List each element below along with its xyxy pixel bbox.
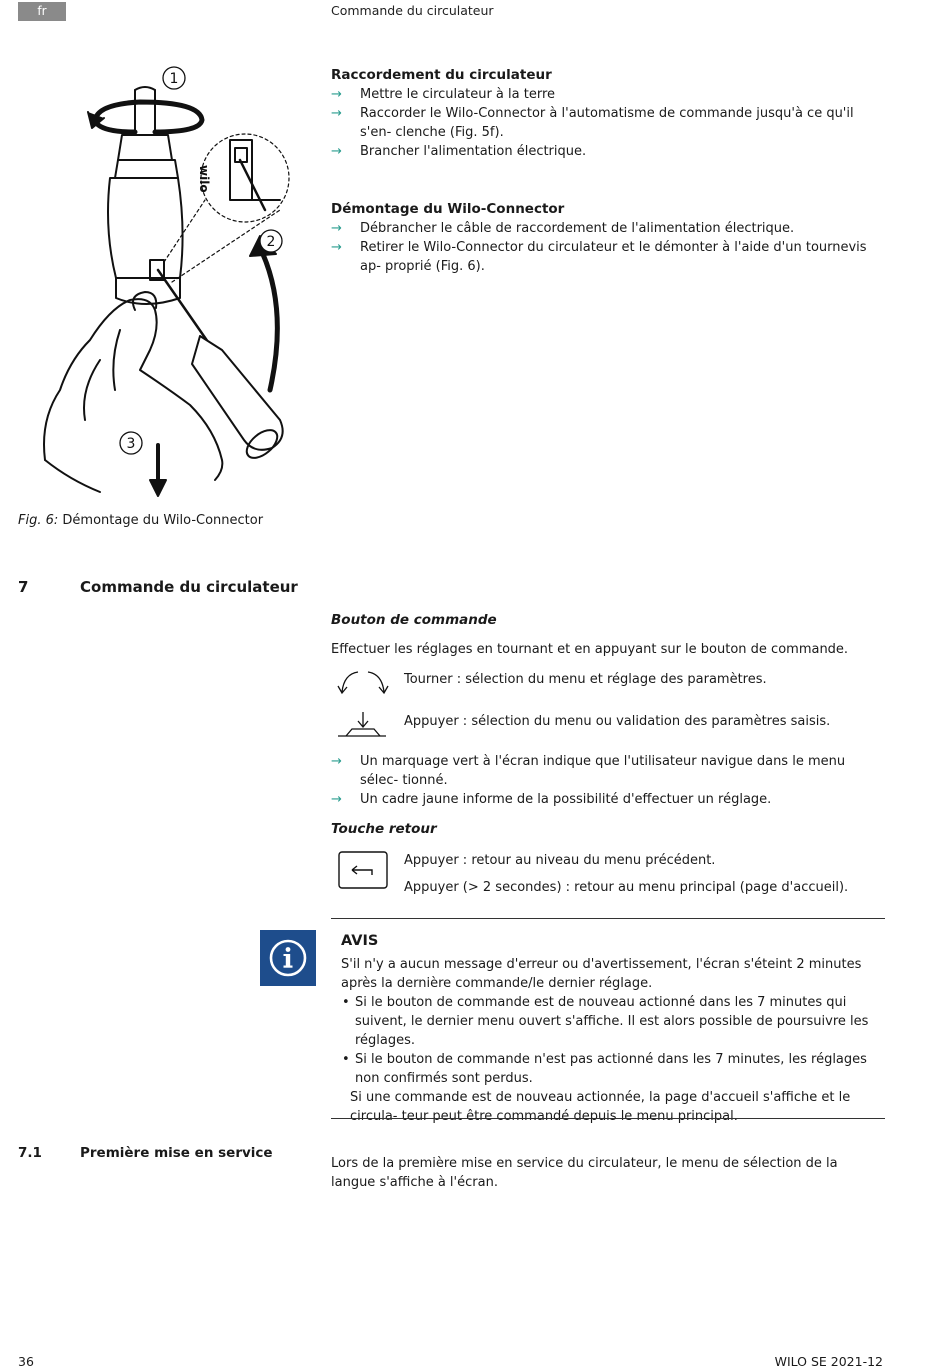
back-key-icon bbox=[338, 851, 388, 889]
press-description: Appuyer : sélection du menu ou validation des paramètres saisis. bbox=[404, 714, 831, 729]
svg-text:1: 1 bbox=[169, 71, 179, 87]
disassembly-title: Démontage du Wilo-Connector bbox=[331, 201, 565, 217]
svg-text:2: 2 bbox=[266, 234, 276, 250]
figure-caption-label: Fig. 6: bbox=[18, 513, 59, 528]
connection-section bbox=[331, 66, 881, 161]
wilo-connector-illustration bbox=[40, 60, 300, 500]
notice-title: AVIS bbox=[341, 933, 379, 949]
list-item: → Mettre le circulateur à la terre bbox=[331, 87, 556, 102]
notice-bullets bbox=[341, 993, 881, 1088]
notice-bottom-rule bbox=[331, 1118, 885, 1119]
info-icon bbox=[260, 930, 316, 986]
arrow-right-icon: → bbox=[331, 144, 342, 159]
notice-extra: Si une commande est de nouveau actionnée, la page d'accueil s'affiche et le circula- teur peut être commandé depuis le menu principal. bbox=[350, 1090, 851, 1124]
back-key-long-press: Appuyer (> 2 secondes) : retour au menu principal (page d'accueil). bbox=[404, 880, 849, 895]
notice-content bbox=[341, 931, 881, 1126]
publisher: WILO SE 2021-12 bbox=[774, 1354, 883, 1369]
brand-mark: wilo bbox=[197, 165, 211, 193]
connection-steps bbox=[331, 85, 881, 161]
callout-1 bbox=[163, 67, 185, 89]
control-button-title: Bouton de commande bbox=[331, 612, 497, 628]
list-item: → Débrancher le câble de raccordement de l'alimentation électrique. bbox=[331, 221, 795, 236]
list-item: → Retirer le Wilo-Connector du circulateur et le démonter à l'aide d'un tournevis ap- proprié (Fig. 6). bbox=[331, 240, 867, 274]
control-button-notes bbox=[331, 752, 881, 809]
callout-3 bbox=[120, 432, 142, 454]
connection-title: Raccordement du circulateur bbox=[331, 67, 552, 83]
list-item: • Si le bouton de commande est de nouveau actionné dans les 7 minutes qui suivent, le dernier menu ouvert s'affiche. Il est alors possible de poursuivre les réglages. bbox=[341, 993, 881, 1050]
chapter-title: Commande du circulateur bbox=[80, 578, 298, 596]
turn-knob-icon bbox=[336, 666, 390, 696]
list-item: → Un marquage vert à l'écran indique que l'utilisateur navigue dans le menu sélec- tionné. bbox=[331, 754, 846, 788]
notice-top-rule bbox=[331, 918, 885, 919]
section-title: Première mise en service bbox=[80, 1145, 273, 1161]
section-number: 7.1 bbox=[18, 1145, 42, 1161]
figure-caption-text: Démontage du Wilo-Connector bbox=[62, 513, 264, 528]
press-knob-icon bbox=[336, 710, 390, 740]
arrow-right-icon: → bbox=[331, 106, 342, 121]
disassembly-steps bbox=[331, 219, 881, 276]
callout-2 bbox=[260, 230, 282, 252]
arrow-right-icon: → bbox=[331, 754, 342, 769]
disassembly-section bbox=[331, 200, 881, 276]
section-text: Lors de la première mise en service du circulateur, le menu de sélection de la langue s'affiche à l'écran. bbox=[331, 1156, 838, 1190]
notice-text: S'il n'y a aucun message d'erreur ou d'avertissement, l'écran s'éteint 2 minutes après la dernière commande/le dernier réglage. bbox=[341, 957, 862, 991]
arrow-right-icon: → bbox=[331, 792, 342, 807]
list-item: • Si le bouton de commande n'est pas actionné dans les 7 minutes, les réglages non confirmés sont perdus. bbox=[341, 1050, 881, 1088]
arrow-right-icon: → bbox=[331, 221, 342, 236]
svg-text:3: 3 bbox=[126, 436, 136, 452]
list-item: → Brancher l'alimentation électrique. bbox=[331, 144, 587, 159]
list-item: → Un cadre jaune informe de la possibilité d'effectuer un réglage. bbox=[331, 792, 772, 807]
figure-caption bbox=[18, 511, 263, 530]
arrow-right-icon: → bbox=[331, 87, 342, 102]
language-tab: fr bbox=[18, 2, 66, 21]
control-button-intro: Effectuer les réglages en tournant et en appuyant sur le bouton de commande. bbox=[331, 642, 849, 657]
chapter-number: 7 bbox=[18, 578, 29, 596]
page-number: 36 bbox=[18, 1354, 34, 1369]
turn-description: Tourner : sélection du menu et réglage des paramètres. bbox=[404, 672, 767, 687]
arrow-right-icon: → bbox=[331, 240, 342, 255]
info-box bbox=[260, 930, 316, 986]
back-key-press: Appuyer : retour au niveau du menu précédent. bbox=[404, 853, 716, 868]
list-item: → Raccorder le Wilo-Connector à l'automatisme de commande jusqu'à ce qu'il s'en- clenche (Fig. 5f). bbox=[331, 106, 854, 140]
running-header: Commande du circulateur bbox=[331, 3, 494, 18]
back-key-title: Touche retour bbox=[331, 821, 437, 837]
